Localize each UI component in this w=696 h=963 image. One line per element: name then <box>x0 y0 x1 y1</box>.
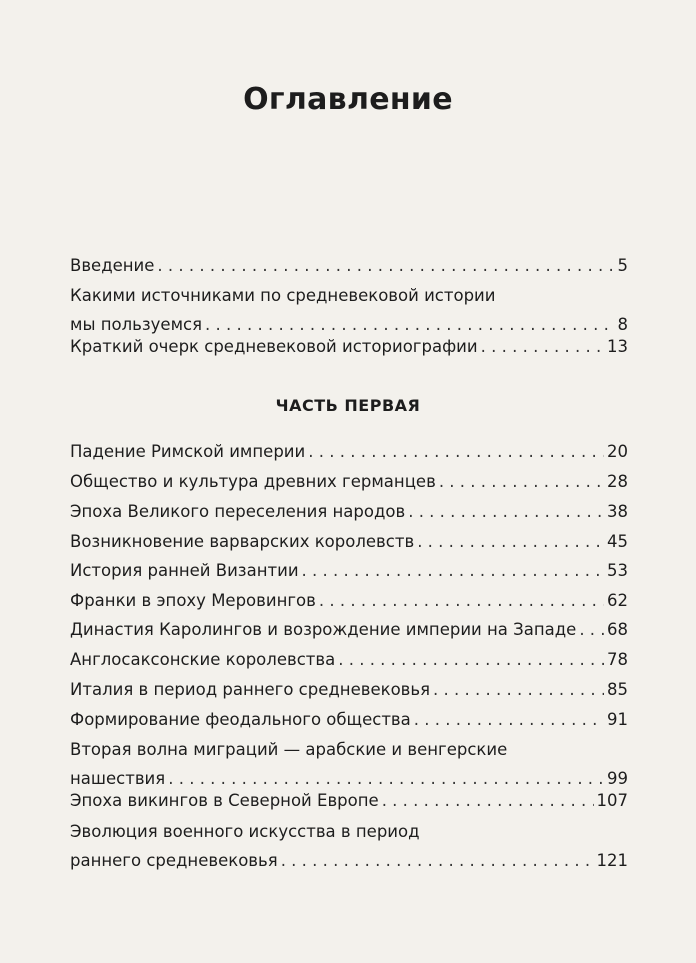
entry-title: Формирование феодального общества <box>70 710 411 729</box>
entry-title-line1: Какими источниками по средневековой истории <box>70 286 496 305</box>
entry-page: 5 <box>617 256 628 275</box>
entry-page: 20 <box>607 442 628 461</box>
leader-dots <box>338 645 604 674</box>
entry-page: 91 <box>607 710 628 729</box>
leader-dots <box>157 251 614 280</box>
leader-dots <box>281 846 594 875</box>
entry-title: нашествия <box>70 769 166 788</box>
entry-page: 45 <box>607 532 628 551</box>
entry-page: 99 <box>607 769 628 788</box>
leader-dots <box>408 497 604 526</box>
entry-title: Общество и культура древних германцев <box>70 472 436 491</box>
entry-page: 85 <box>607 680 628 699</box>
entry-page: 62 <box>607 591 628 610</box>
leader-dots <box>417 527 604 556</box>
leader-dots <box>414 705 604 734</box>
toc-entry <box>70 705 628 734</box>
toc-entry <box>70 645 628 674</box>
entry-title: Эпоха Великого переселения народов <box>70 502 406 521</box>
toc-entry <box>70 786 628 815</box>
entry-page: 78 <box>607 650 628 669</box>
entry-page: 68 <box>607 620 628 639</box>
toc-entry <box>70 527 628 556</box>
toc-entry <box>70 332 628 361</box>
entry-title: мы пользуемся <box>70 315 203 334</box>
entry-page: 28 <box>607 472 628 491</box>
leader-dots <box>319 586 604 615</box>
toc-entry <box>70 497 628 526</box>
entry-title: Падение Римской империи <box>70 442 306 461</box>
entry-title: Англосаксонские королевства <box>70 650 336 669</box>
entry-title: Франки в эпоху Меровингов <box>70 591 316 610</box>
toc-entry <box>70 675 628 704</box>
toc-entry <box>70 437 628 466</box>
toc-entry <box>70 615 628 644</box>
entry-title-line1: Вторая волна миграций — арабские и венгерские <box>70 740 508 759</box>
section-heading: ЧАСТЬ ПЕРВАЯ <box>275 396 421 415</box>
entry-page: 107 <box>596 791 628 810</box>
entry-page: 8 <box>617 315 628 334</box>
entry-title: Италия в период раннего средневековья <box>70 680 431 699</box>
entry-page: 38 <box>607 502 628 521</box>
toc-entry <box>70 281 628 339</box>
entry-title: Введение <box>70 256 155 275</box>
entry-page: 13 <box>607 337 628 356</box>
toc-entry <box>70 556 628 585</box>
leader-dots <box>433 675 604 704</box>
entry-page: 121 <box>596 851 628 870</box>
page-title: Оглавление <box>243 82 453 117</box>
toc-entry <box>70 586 628 615</box>
entry-title: Краткий очерк средневековой историографии <box>70 337 478 356</box>
toc-entry <box>70 467 628 496</box>
toc-entry <box>70 251 628 280</box>
toc-entry <box>70 735 628 793</box>
leader-dots <box>308 437 604 466</box>
toc-entry <box>70 817 628 875</box>
entry-title: Эпоха викингов в Северной Европе <box>70 791 379 810</box>
entry-title: Династия Каролингов и возрождение империи на Западе <box>70 620 577 639</box>
entry-page: 53 <box>607 561 628 580</box>
leader-dots <box>382 786 594 815</box>
leader-dots <box>579 615 604 644</box>
leader-dots <box>439 467 604 496</box>
leader-dots <box>481 332 604 361</box>
entry-title-line1: Эволюция военного искусства в период <box>70 822 420 841</box>
entry-title: История ранней Византии <box>70 561 299 580</box>
leader-dots <box>302 556 604 585</box>
entry-title: раннего средневековья <box>70 851 278 870</box>
entry-title: Возникновение варварских королевств <box>70 532 415 551</box>
